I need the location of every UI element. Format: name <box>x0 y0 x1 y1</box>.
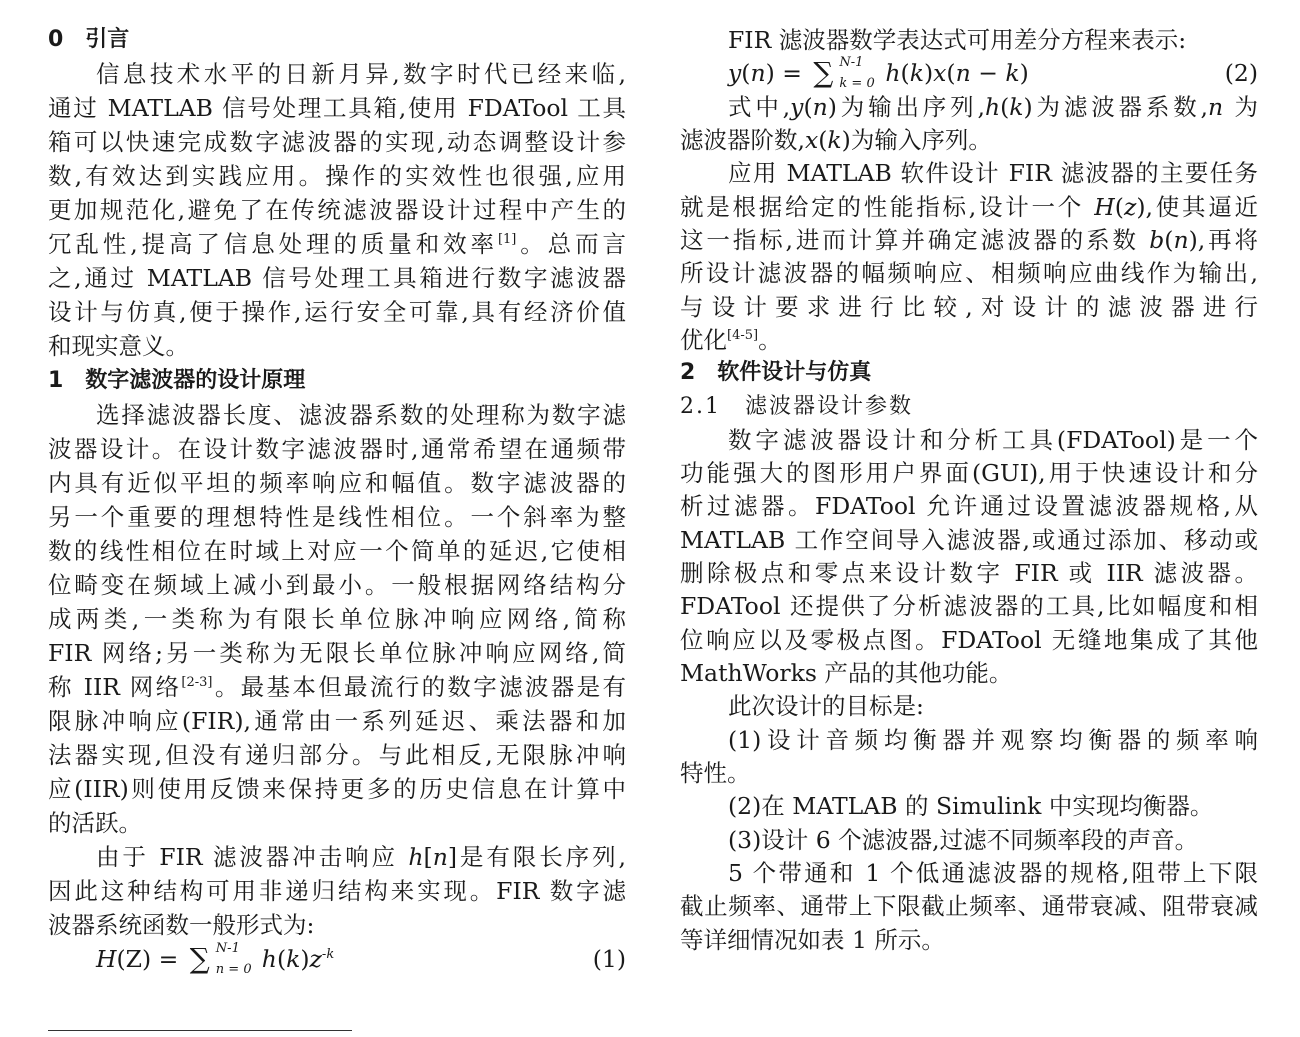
text-run: 数,有效达到实践应用。操作的实效性也很强,应用 <box>48 162 626 191</box>
text-run: FDATool 还提供了分析滤波器的工具,比如幅度和相 <box>680 592 1258 621</box>
text-line <box>48 193 626 227</box>
text-run: 所设计滤波器的幅频响应、相频响应曲线作为输出, <box>680 259 1258 288</box>
text-run: 应用 MATLAB 软件设计 FIR 滤波器的主要任务 <box>728 159 1258 188</box>
math-variable: z <box>309 945 322 974</box>
text-run: 因此这种结构可用非递归结构来实现。FIR 数字滤 <box>48 877 626 906</box>
text-run: ( <box>803 92 813 121</box>
text-line <box>48 398 626 432</box>
text-line <box>48 57 626 91</box>
text-run: 与设计要求进行比较,对设计的滤波器进行 <box>680 292 1258 321</box>
text-run: ) <box>300 945 310 974</box>
text-run: 0 引言 <box>48 27 130 52</box>
text-run: 法器实现,但没有递归部分。与此相反,无限脉冲响 <box>48 741 626 770</box>
text-line <box>48 806 626 840</box>
text-line <box>680 556 1258 590</box>
text-run: 内具有近似平坦的频率响应和幅值。数字滤波器的 <box>48 468 626 497</box>
sum-upper-limit: N-1 <box>839 55 864 71</box>
math-variable: n <box>955 59 971 88</box>
sigma: ∑ <box>813 56 834 90</box>
math-variable: x <box>933 59 947 88</box>
text-run: MathWorks 产品的其他功能。 <box>680 659 1013 688</box>
text-line <box>48 568 626 602</box>
text-run: ) = <box>765 59 810 88</box>
math-variable: H <box>96 945 117 974</box>
equation <box>680 56 1258 90</box>
math-variable: h <box>408 843 424 872</box>
math-variable: y <box>790 92 804 121</box>
text-run: 位响应以及零极点图。FDATool 无缝地集成了其他 <box>680 625 1258 654</box>
text-line <box>680 923 1258 957</box>
text-run: (Z) = <box>116 945 186 974</box>
math-variable: h <box>984 92 1001 121</box>
text-run: 之,通过 MATLAB 信号处理工具箱进行数字滤波器 <box>48 264 626 293</box>
text-run: 箱可以快速完成数字滤波器的实现,动态调整设计参 <box>48 128 626 157</box>
text-run: MATLAB 工作空间导入滤波器,或通过添加、移动或 <box>680 525 1258 554</box>
equation <box>48 942 626 976</box>
text-run: [ <box>423 843 433 872</box>
text-line <box>680 456 1258 490</box>
text-run: 通过 MATLAB 信号处理工具箱,使用 FDATool 工具 <box>48 94 626 123</box>
text-run: 。最基本但最流行的数字滤波器是有 <box>212 672 626 701</box>
text-run: ( <box>1000 92 1010 121</box>
text-run: ( <box>276 945 287 974</box>
text-line <box>48 704 626 738</box>
text-run: FIR 滤波器数学表达式可用差分方程来表示: <box>728 26 1187 54</box>
text-run: 波器设计。在设计数字滤波器时,通常希望在通频带 <box>48 434 626 463</box>
text-line <box>680 589 1258 623</box>
citation-ref: [4-5] <box>727 327 759 343</box>
text-run: )为输入序列。 <box>841 125 992 154</box>
text-run: 数的线性相位在时域上对应一个简单的延迟,它使相 <box>48 536 626 565</box>
summation-symbol <box>190 942 262 976</box>
text-line <box>48 636 626 670</box>
text-line <box>680 90 1258 124</box>
exponent: -k <box>321 947 335 963</box>
text-run: − <box>970 59 1006 88</box>
text-run: ) <box>923 59 934 88</box>
text-run: 信息技术水平的日新月异,数字时代已经来临, <box>96 60 626 89</box>
text-line <box>680 789 1258 823</box>
text-run: ( <box>946 59 956 88</box>
text-line <box>48 908 626 942</box>
text-line <box>48 295 626 329</box>
text-run: 。总而言 <box>516 230 626 259</box>
text-run: 这一指标,进而计算并确定滤波器的系数 <box>680 225 1150 254</box>
text-run: ),使其逼近 <box>1136 192 1258 221</box>
text-run: 2 软件设计与仿真 <box>680 360 872 386</box>
text-run: (1)设计音频均衡器并观察均衡器的频率响 <box>728 725 1258 754</box>
text-run: 设计与仿真,便于操作,运行安全可靠,具有经济价值 <box>48 298 626 327</box>
text-run: 1 数字滤波器的设计原理 <box>48 367 306 393</box>
text-run: 另一个重要的理想特性是线性相位。一个斜率为整 <box>48 502 626 531</box>
text-line <box>680 823 1258 857</box>
text-run: )为滤波器系数, <box>1023 92 1209 121</box>
text-line <box>680 856 1258 890</box>
text-line <box>48 772 626 806</box>
math-variable: k <box>827 125 842 154</box>
text-run: ( <box>741 59 751 88</box>
text-run: ),再将 <box>1188 225 1258 254</box>
footnote-rule <box>48 1030 352 1031</box>
text-run: 波器系统函数一般形式为: <box>48 911 315 940</box>
text-line <box>48 602 626 636</box>
text-run: 成两类,一类称为有限长单位脉冲响应网络,简称 <box>48 604 626 633</box>
text-run: 式中, <box>728 92 791 121</box>
text-run: )为输出序列, <box>827 92 985 121</box>
text-run: 冗乱性,提高了信息处理的质量和效率 <box>48 230 498 259</box>
text-run: 的活跃。 <box>48 809 142 838</box>
text-line <box>680 889 1258 923</box>
equation-number: (1) <box>592 945 626 974</box>
text-line <box>680 290 1258 324</box>
text-run: 称 IIR 网络 <box>48 672 182 701</box>
citation-ref: [2-3] <box>181 674 213 690</box>
text-run: 滤波器阶数, <box>680 125 805 154</box>
math-variable: h <box>261 945 277 974</box>
text-run: 截止频率、通带上下限截止频率、通带衰减、阻带衰减 <box>680 892 1258 921</box>
text-run: (3)设计 6 个滤波器,过滤不同频率段的声音。 <box>728 825 1199 854</box>
text-run: 选择滤波器长度、滤波器系数的处理称为数字滤 <box>96 400 626 429</box>
text-run: 此次设计的目标是: <box>728 692 924 721</box>
text-run: 和现实意义。 <box>48 332 189 361</box>
text-line <box>680 489 1258 523</box>
math-variable: n <box>750 59 766 88</box>
text-line <box>680 656 1258 690</box>
text-run: 。 <box>758 325 782 354</box>
text-run: 5 个带通和 1 个低通滤波器的规格,阻带上下限 <box>728 859 1258 887</box>
text-run: ( <box>1164 225 1174 254</box>
text-run: 就是根据给定的性能指标,设计一个 <box>680 192 1095 221</box>
text-run: 优化 <box>680 325 727 354</box>
math-variable: z <box>1123 192 1137 221</box>
text-line <box>48 466 626 500</box>
text-run: 等详细情况如表 1 所示。 <box>680 925 945 954</box>
section-heading <box>48 23 626 57</box>
text-line <box>48 159 626 193</box>
math-variable: b <box>1149 225 1165 254</box>
text-run: 特性。 <box>680 759 751 788</box>
text-line <box>48 227 626 261</box>
text-line <box>48 738 626 772</box>
math-variable: h <box>885 59 901 88</box>
text-run: 由于 FIR 滤波器冲击响应 <box>96 843 409 872</box>
text-line <box>680 123 1258 157</box>
text-line <box>48 840 626 874</box>
text-line <box>680 323 1258 357</box>
citation-ref: [1] <box>497 232 517 248</box>
sigma: ∑ <box>189 942 210 976</box>
math-variable: k <box>1005 59 1020 88</box>
math-variable: x <box>804 125 819 154</box>
text-run: 功能强大的图形用户界面(GUI),用于快速设计和分 <box>680 459 1258 488</box>
summation-symbol <box>813 56 885 90</box>
sum-lower-limit: n = 0 <box>215 962 252 978</box>
text-run: ( <box>818 125 828 154</box>
equation-number: (2) <box>1224 59 1258 88</box>
text-line <box>48 874 626 908</box>
section-heading <box>48 364 626 398</box>
text-line <box>48 534 626 568</box>
math-variable: H <box>1094 192 1115 221</box>
math-variable: n <box>812 92 828 121</box>
text-line <box>680 190 1258 224</box>
sum-upper-limit: N-1 <box>215 941 240 957</box>
text-run: 2.1 滤波器设计参数 <box>680 393 913 419</box>
text-run: 删除极点和零点来设计数字 FIR 或 IIR 滤波器。 <box>680 559 1258 588</box>
text-line <box>680 390 1258 424</box>
text-run: 更加规范化,避免了在传统滤波器设计过程中产生的 <box>48 196 626 225</box>
text-line <box>48 125 626 159</box>
section-heading <box>680 356 1258 390</box>
text-line <box>680 523 1258 557</box>
text-line <box>680 423 1258 457</box>
text-line <box>680 623 1258 657</box>
text-run: 位畸变在频域上减小到最小。一般根据网络结构分 <box>48 570 626 599</box>
text-run: 数字滤波器设计和分析工具(FDATool)是一个 <box>728 425 1258 454</box>
math-variable: k <box>1009 92 1024 121</box>
text-line <box>680 689 1258 723</box>
text-line <box>48 432 626 466</box>
text-line <box>680 756 1258 790</box>
text-run: ( <box>900 59 910 88</box>
text-line <box>680 23 1258 57</box>
text-run: 析过滤器。FDATool 允许通过设置滤波器规格,从 <box>680 492 1258 521</box>
sum-lower-limit: k = 0 <box>839 76 875 92</box>
text-line <box>48 500 626 534</box>
text-run: 应(IIR)则使用反馈来保持更多的历史信息在计算中 <box>48 775 626 804</box>
text-line <box>680 256 1258 290</box>
text-line <box>48 261 626 295</box>
math-variable: k <box>909 59 924 88</box>
text-run: ) <box>1019 59 1029 88</box>
text-run: ]是有限长序列, <box>447 843 626 872</box>
text-line <box>680 723 1258 757</box>
text-run: FIR 网络;另一类称为无限长单位脉冲响应网络,简 <box>48 638 626 667</box>
text-run: 为 <box>1223 92 1258 121</box>
text-line <box>680 223 1258 257</box>
math-variable: n <box>1173 225 1189 254</box>
text-line <box>48 670 626 704</box>
text-line <box>680 156 1258 190</box>
math-variable: n <box>1208 92 1224 121</box>
text-line <box>48 329 626 363</box>
text-line <box>48 91 626 125</box>
math-variable: y <box>728 59 742 88</box>
math-variable: n <box>432 843 448 872</box>
text-run: 限脉冲响应(FIR),通常由一系列延迟、乘法器和加 <box>48 707 626 735</box>
math-variable: k <box>286 945 301 974</box>
text-run: (2)在 MATLAB 的 Simulink 中实现均衡器。 <box>728 792 1214 821</box>
text-run: ( <box>1114 192 1124 221</box>
